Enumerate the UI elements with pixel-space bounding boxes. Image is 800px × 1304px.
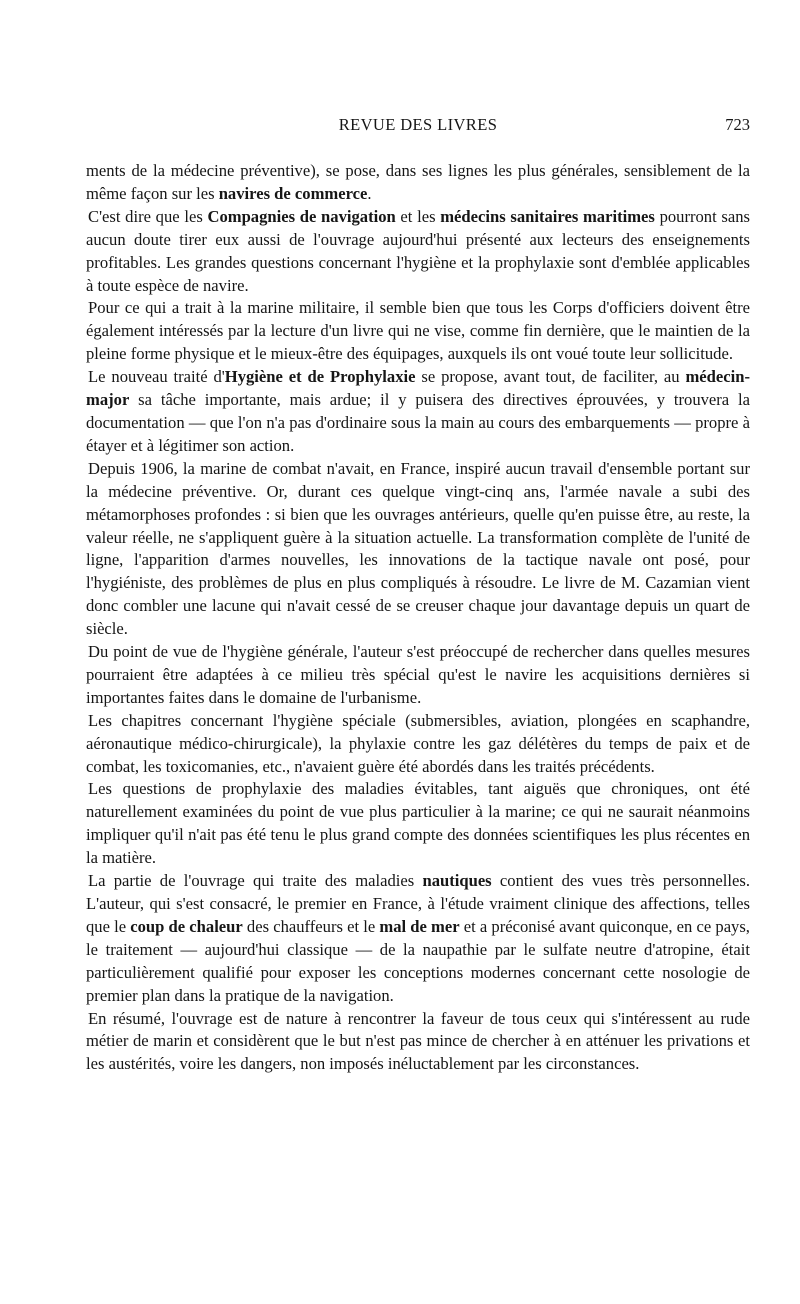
paragraph (86, 641, 750, 710)
text-run: et les (395, 206, 441, 226)
paragraph (86, 1008, 750, 1077)
text-run: En résumé, l'ouvrage est de nature à rencontrer la faveur de tous ceux qui s'intéressent au rude métier de marin et considèrent que le but n'est pas mince de chercher à en atténuer les privations et les austérités, voire les dangers, non imposés inéluctablement par les circonstances. (86, 1008, 750, 1074)
text-run: La partie de l'ouvrage qui traite des maladies (88, 871, 423, 891)
bold-term: navires de commerce (218, 183, 368, 203)
text-run: sa tâche importante, mais ardue; il y puisera des directives éprouvées, y trouvera la documentation — que l'on n'a pas d'ordinaire sous la main au cours des embarquements — propre à étayer et à légitimer son action. (86, 390, 750, 455)
bold-term: nautiques (422, 871, 492, 891)
paragraph (86, 206, 750, 298)
paragraph (86, 710, 750, 779)
text-run: Pour ce qui a trait à la marine militaire, il semble bien que tous les Corps d'officiers doivent être également intéressés par la lecture d'un livre qui ne vise, comme fin dernière, que le maintien de la pleine forme physique et le mieux-être des équipages, auxquels ils ont voué toute leur sollicitude. (86, 298, 750, 364)
text-run: C'est dire que les (88, 206, 208, 226)
page-number: 723 (725, 115, 750, 134)
text-run: se propose, avant tout, de faciliter, au (415, 367, 686, 387)
text-run: des chauffeurs et le (242, 916, 380, 936)
paragraph (86, 458, 750, 641)
text-run: Les questions de prophylaxie des maladies évitables, tant aiguës que chroniques, ont été naturellement examinées du point de vue plus particulier à la marine; ce qui ne saurait néanmoins impliquer qu'il n'ait pas été tenu le plus grand compte des données scientifiques les plus récentes en la matière. (86, 779, 750, 868)
text-run: Depuis 1906, la marine de combat n'avait, en France, inspiré aucun travail d'ensemble portant sur la médecine préventive. Or, durant ces quelque vingt-cinq ans, l'armée navale a subi des métamorphoses profondes : si bien que les ouvrages antérieurs, quelle qu'en puisse être, au reste, la valeur réelle, ne s'appliquent guère à la situation actuelle. La transformation complète de l'unité de ligne, l'apparition d'armes nouvelles, les innovations de la tactique navale ont posé, pour l'hygiéniste, des problèmes de plus en plus compliqués à résoudre. Le livre de M. Cazamian vient donc combler une lacune qui n'avait cessé de se creuser chaque jour davantage depuis un quart de siècle. (86, 458, 750, 639)
bold-term: Hygiène et de Prophylaxie (224, 367, 416, 387)
paragraph (86, 160, 750, 206)
text-run: pourront sans aucun doute tirer eux aussi de l'ouvrage aujourd'hui présenté aux lecteurs des enseignements profitables. Les grandes questions concernant l'hygiène et la prophylaxie sont d'emblée applicables à toute espèce de navire. (86, 206, 750, 295)
text-run: et a préconisé avant quiconque, en ce pays, le traitement — aujourd'hui classique — de la naupathie par le sulfate neutre d'atropine, était particulièrement qualifié pour exposer les conceptions modernes concernant cette nosologie de premier plan dans la pratique de la navigation. (86, 916, 750, 1005)
paragraph (86, 366, 750, 458)
paragraph (86, 297, 750, 366)
article-body (86, 160, 750, 1076)
running-title: REVUE DES LIVRES (338, 115, 498, 134)
text-run: ments de la médecine préventive), se pose, dans ses lignes les plus générales, sensiblement de la même façon sur les (86, 161, 750, 203)
text-run: Du point de vue de l'hygiène générale, l'auteur s'est préoccupé de rechercher dans quelles mesures pourraient être adaptées à ce milieu très spécial qu'est le navire les acquisitions dernières si importantes faites dans le domaine de l'urbanisme. (86, 642, 750, 707)
text-run: contient des vues très personnelles. L'auteur, qui s'est consacré, le premier en France, à l'étude vraiment clinique des affections, telles que le (86, 871, 750, 936)
bold-term: médecin-major (86, 367, 750, 410)
text-run: . (367, 183, 372, 203)
text-run: Les chapitres concernant l'hygiène spéciale (submersibles, aviation, plongées en scaphandre, aéronautique médico-chirurgicale), la phylaxie contre les gaz délétères du temps de paix et de combat, les toxicomanies, etc., n'avaient guère été abordés dans les traités précédents. (86, 710, 750, 776)
text-run: Le nouveau traité d' (88, 367, 225, 387)
page-header (86, 115, 750, 139)
bold-term: mal de mer (379, 916, 460, 936)
paragraph (86, 778, 750, 870)
bold-term: coup de chaleur (130, 916, 243, 936)
paragraph (86, 870, 750, 1007)
bold-term: Compagnies de navigation (207, 206, 396, 226)
bold-term: médecins sanitaires maritimes (440, 206, 655, 226)
